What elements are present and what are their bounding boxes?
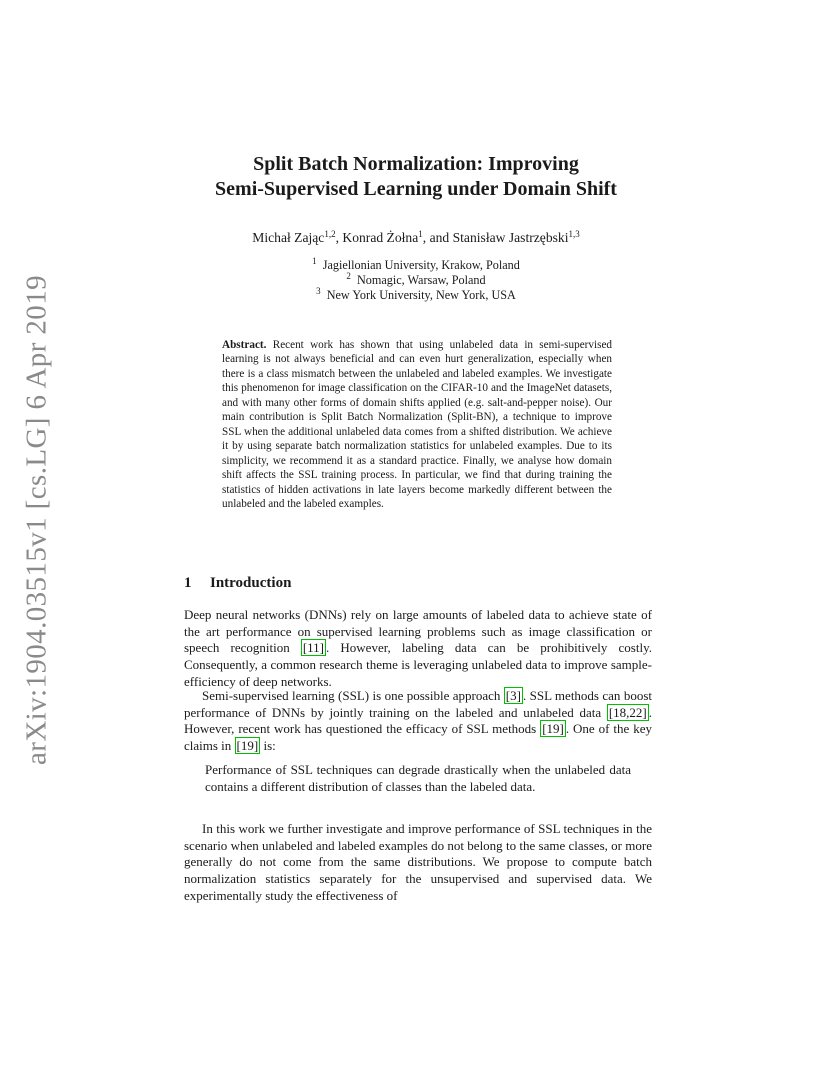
- section-title: Introduction: [210, 575, 292, 591]
- author-separator: ,: [335, 230, 343, 245]
- paragraph-text: . However, recent work has questioned the efficacy of SSL methods: [184, 704, 652, 737]
- affiliation-text: New York University, New York, USA: [326, 288, 516, 302]
- affiliation: [140, 258, 692, 273]
- author-affiliation-mark: 1: [418, 229, 423, 239]
- paragraph-text: . One of the key claims in: [184, 721, 653, 754]
- paragraph-text: Semi-supervised learning (SSL) is one possible approach: [202, 688, 504, 703]
- arxiv-id-text: arXiv:1904.03515v1 [cs.LG] 6 Apr 2019: [20, 274, 53, 766]
- affiliation-mark: 3: [316, 286, 321, 296]
- block-quote: Performance of SSL techniques can degrade drastically when the unlabeled data contains a different distribution of classes than the labeled data.: [205, 762, 631, 794]
- paragraph-text: Deep neural networks (DNNs) rely on large amounts of labeled data to achieve state of the art performance on supervised learning problems such as image classification or speech recognition: [184, 607, 652, 656]
- author-affiliation-mark: 1,2: [324, 229, 336, 239]
- affiliation-text: Jagiellonian University, Krakow, Poland: [322, 258, 520, 272]
- paper-title-line-1: Split Batch Normalization: Improving: [253, 153, 579, 175]
- intro-paragraph-3: In this work we further investigate and improve performance of SSL techniques in the scenario when unlabeled and labeled examples do not belong to the same classes, or more generally do not come from the same distributions. We propose to compute batch normalization statistics separately for the unsupervised and supervised data. We experimentally study the effectiveness of: [184, 821, 652, 903]
- author-name: Stanisław Jastrzębski: [452, 230, 569, 245]
- citation-link[interactable]: [19]: [542, 721, 564, 737]
- affiliation: [140, 288, 692, 303]
- affiliation-text: Nomagic, Warsaw, Poland: [356, 273, 486, 287]
- abstract: [222, 338, 612, 511]
- affiliation-mark: 2: [346, 271, 351, 281]
- intro-paragraph-1: [184, 607, 652, 691]
- author-name: Michał Zając: [252, 230, 325, 245]
- abstract-label: Abstract.: [222, 339, 267, 351]
- author-list: [140, 229, 692, 246]
- paper-title-line-2: Semi-Supervised Learning under Domain Shift: [215, 178, 617, 200]
- paragraph-text: is:: [260, 738, 276, 754]
- author-separator: , and: [422, 230, 453, 245]
- citation-link[interactable]: [11]: [302, 640, 325, 656]
- paragraph-text: . However, labeling data can be prohibitively costly. Consequently, a common research theme is leveraging unlabeled data to improve sample-efficiency of deep networks.: [184, 640, 652, 689]
- author-name: Konrad Żołna: [342, 230, 419, 245]
- affiliation-mark: 1: [312, 256, 317, 266]
- section-heading: [184, 574, 644, 592]
- intro-paragraph-2: [184, 688, 652, 755]
- section-number: 1: [184, 575, 192, 591]
- affiliation: [140, 273, 692, 288]
- citation-link[interactable]: [18,22]: [608, 704, 647, 720]
- paragraph-text: . SSL methods can boost performance of DNNs by jointly training on the labeled and unlabeled data: [184, 688, 652, 720]
- author-affiliation-mark: 1,3: [568, 229, 580, 239]
- abstract-text: Recent work has shown that using unlabeled data in semi-supervised learning is not always beneficial and can even hurt generalization, especially when there is a class mismatch between the unlabeled and labeled examples. We investigate this phenomenon for image classification on the CIFAR-10 and the ImageNet datasets, and with many other forms of domain shifts applied (e.g. salt-and-pepper noise). Our main contribution is Split Batch Normalization (Split-BN), a technique to improve SSL when the additional unlabeled data comes from a shifted distribution. We achieve it by using separate batch normalization statistics for unlabeled examples. Due to its simplicity, we recommend it as a standard practice. Finally, we analyse how domain shift affects the SSL training process. In particular, we find that during training the statistics of hidden activations in late layers become markedly different between the unlabeled and the labeled examples.: [222, 339, 613, 510]
- citation-link[interactable]: [3]: [505, 688, 521, 703]
- citation-link[interactable]: [19]: [236, 738, 259, 754]
